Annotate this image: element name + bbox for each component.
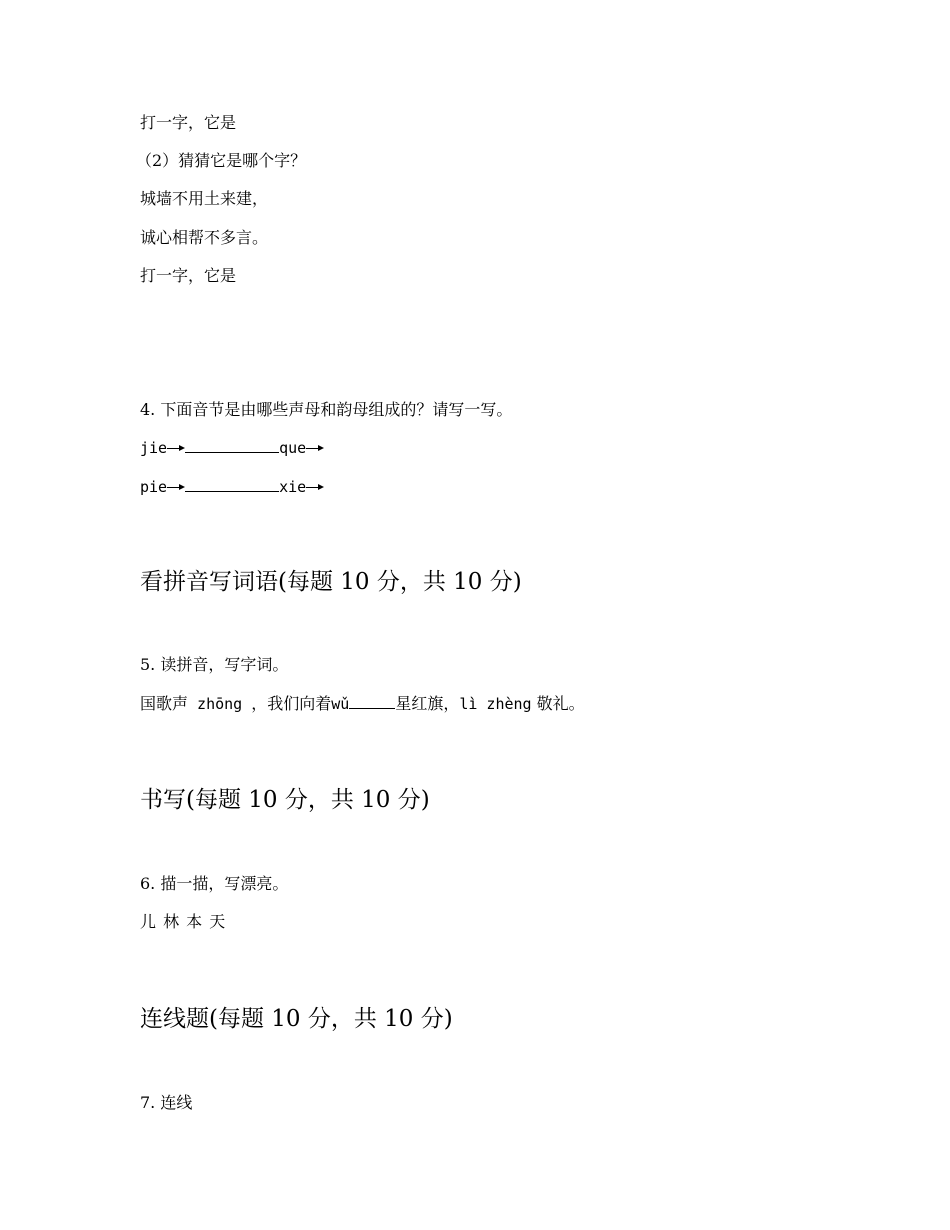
riddle1-answer-prompt: 打一字，它是 [140, 113, 237, 132]
syllable-left: jie [140, 439, 168, 457]
question-5-prompt: 5. 读拼音，写字词。 [140, 655, 289, 674]
pinyin-text: zhōng [188, 695, 252, 713]
pinyin-text: wǔ [331, 695, 350, 713]
question-4-row [140, 477, 324, 497]
arrow-icon [306, 444, 324, 454]
syllable-right: que [279, 439, 307, 457]
sentence-text: 星红旗， [395, 694, 460, 713]
question-6-prompt: 6. 描一描，写漂亮。 [140, 874, 289, 893]
question-4-prompt: 4. 下面音节是由哪些声母和韵母组成的？请写一写。 [140, 400, 513, 419]
section-heading-pinyin: 看拼音写词语(每题 10 分，共 10 分) [140, 569, 522, 595]
riddle2-line1: 城墙不用土来建， [140, 189, 269, 208]
arrow-icon [167, 483, 185, 493]
section-heading-writing: 书写(每题 10 分，共 10 分) [140, 787, 430, 813]
answer-blank[interactable] [349, 694, 395, 709]
question-7-prompt: 7. 连线 [140, 1093, 193, 1112]
section-heading-matching: 连线题(每题 10 分，共 10 分) [140, 1006, 453, 1032]
sentence-text: 国歌声 [140, 694, 189, 713]
question-6-characters: 儿 林 本 天 [140, 912, 226, 931]
question-5-sentence [140, 694, 585, 714]
arrow-icon [306, 483, 324, 493]
answer-blank[interactable] [185, 438, 279, 453]
riddle2-line2: 诚心相帮不多言。 [140, 228, 269, 247]
sentence-text: ，我们向着 [251, 694, 332, 713]
arrow-icon [167, 444, 185, 454]
answer-blank[interactable] [185, 477, 279, 492]
syllable-left: pie [140, 478, 168, 496]
sentence-text: 敬礼。 [531, 694, 585, 713]
riddle2-title: （2）猜猜它是哪个字？ [136, 151, 307, 170]
question-4-row [140, 438, 324, 458]
pinyin-text: lì zhèng [459, 695, 532, 713]
syllable-right: xie [279, 478, 307, 496]
riddle2-answer-prompt: 打一字，它是 [140, 266, 237, 285]
